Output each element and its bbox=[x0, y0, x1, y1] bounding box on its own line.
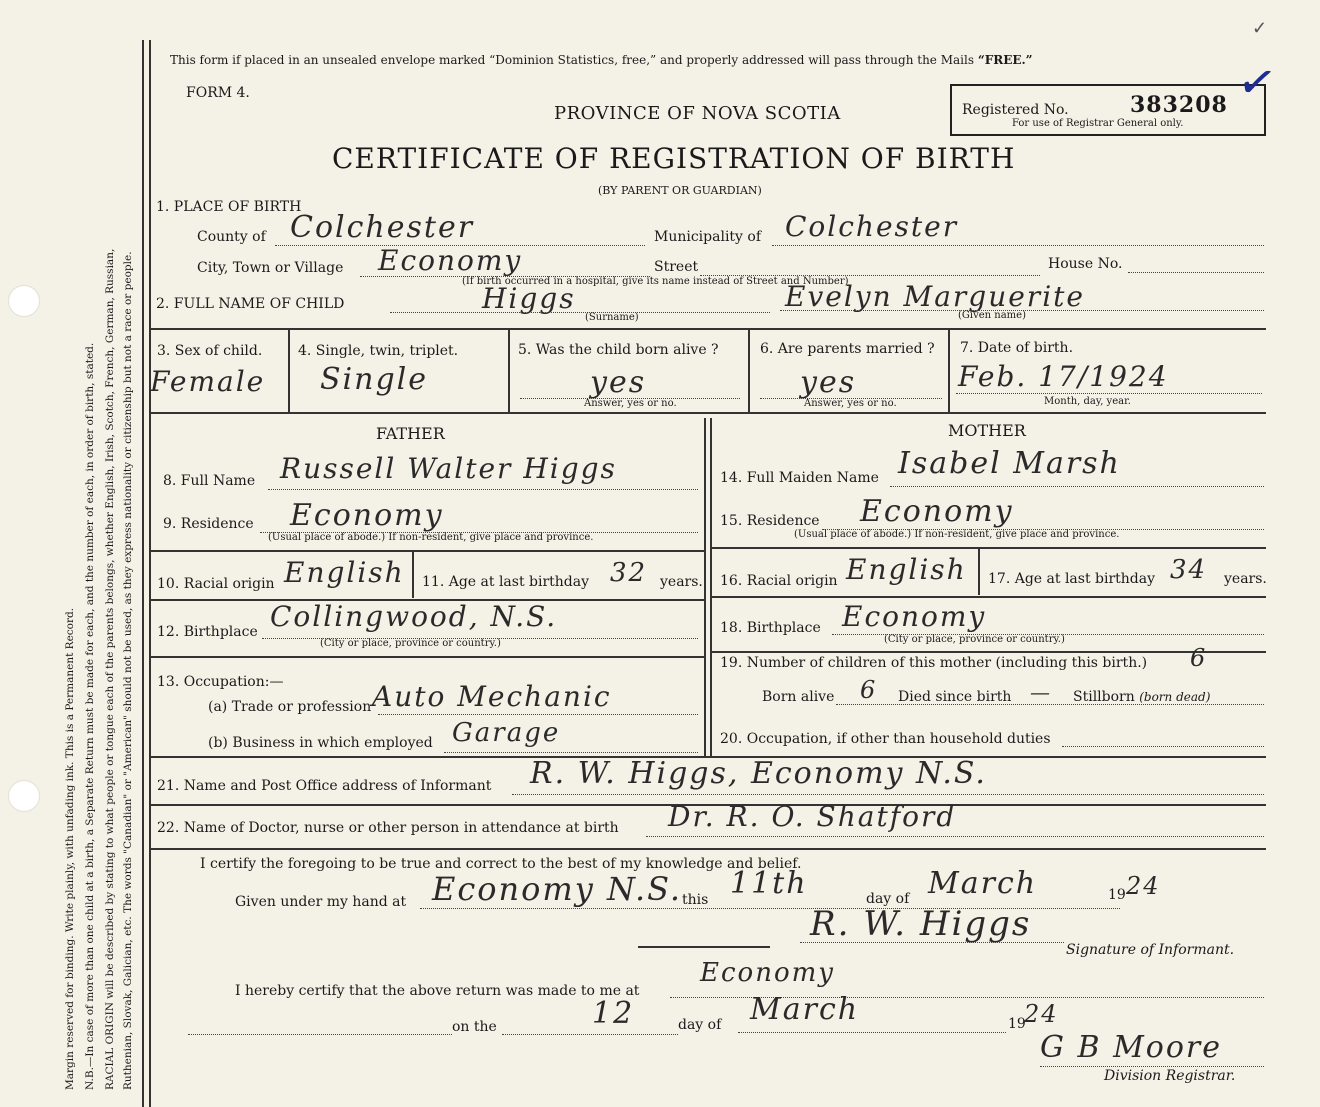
mother-birthplace-caption: (City or place, province or country.) bbox=[884, 634, 1065, 645]
registrar-caption: Division Registrar. bbox=[1104, 1068, 1236, 1084]
father-trade-value: Auto Mechanic bbox=[372, 680, 612, 713]
mother-rule-2 bbox=[711, 596, 1266, 598]
doctor-value: Dr. R. O. Shatford bbox=[668, 800, 957, 833]
father-business-value: Garage bbox=[452, 718, 561, 748]
margin-line-1: Margin reserved for binding. Write plainly, with unfading ink. This is a Permanent Record. bbox=[64, 607, 76, 1090]
mother-racial-divider bbox=[978, 549, 980, 595]
father-racial-divider bbox=[412, 552, 414, 598]
father-residence-caption: (Usual place of abode.) If non-resident, give place and province. bbox=[268, 532, 594, 543]
col-divider-2 bbox=[508, 328, 510, 412]
father-years: years. bbox=[660, 574, 703, 590]
short-rule bbox=[638, 946, 770, 948]
child-name-label: 2. FULL NAME OF CHILD bbox=[156, 296, 345, 312]
municipality-label: Municipality of bbox=[654, 229, 762, 245]
registrar-signature: G B Moore bbox=[1040, 1030, 1223, 1065]
margin-line-2: N.B.—In case of more than one child at a birth, a Separate Return must be made for each, and the number of each, in order of birth, stated. bbox=[84, 342, 96, 1090]
registrar-month-value: March bbox=[750, 992, 860, 1027]
city-label: City, Town or Village bbox=[197, 260, 344, 276]
mother-occupation-label: 20. Occupation, if other than household duties bbox=[720, 731, 1051, 747]
informant-value: R. W. Higgs, Economy N.S. bbox=[530, 756, 987, 791]
father-name-value: Russell Walter Higgs bbox=[280, 452, 617, 485]
surname-line bbox=[390, 312, 770, 313]
mother-children-label: 19. Number of children of this mother (including this birth.) bbox=[720, 655, 1148, 671]
binding-hole-bottom bbox=[8, 780, 40, 812]
mother-residence-label: 15. Residence bbox=[720, 513, 820, 529]
stillborn-text: Stillborn bbox=[1073, 689, 1135, 705]
born-alive-count-value: 6 bbox=[860, 676, 878, 704]
father-birthplace-caption: (City or place, province or country.) bbox=[320, 638, 501, 649]
col-divider-3 bbox=[748, 328, 750, 412]
year-prefix: 19 bbox=[1108, 887, 1126, 903]
stillborn-label bbox=[1073, 689, 1210, 705]
born-alive-label: 5. Was the child born alive ? bbox=[518, 342, 719, 358]
registrar-signature-line bbox=[1040, 1066, 1264, 1067]
children-line bbox=[836, 704, 1264, 705]
registered-number: 383208 bbox=[1130, 92, 1228, 118]
certification-statement: I certify the foregoing to be true and correct to the best of my knowledge and belief. bbox=[200, 856, 802, 872]
binding-hole-top bbox=[8, 285, 40, 317]
street-label: Street bbox=[654, 259, 699, 275]
col-divider-4 bbox=[948, 328, 950, 412]
doctor-line bbox=[646, 836, 1264, 837]
surname-caption: (Surname) bbox=[585, 312, 639, 323]
margin-line-4: Ruthenian, Slovak, Galician, etc. The words "Canadian" or "American" should not be used, as they express nationality or citizenship but not a race or people. bbox=[122, 251, 134, 1090]
father-rule-1 bbox=[150, 550, 704, 552]
sex-value: Female bbox=[150, 365, 266, 398]
dob-label: 7. Date of birth. bbox=[960, 340, 1074, 356]
died-label: Died since birth bbox=[898, 689, 1012, 705]
form-number: FORM 4. bbox=[186, 85, 250, 101]
father-occupation-label: 13. Occupation:— bbox=[157, 674, 284, 690]
father-name-line bbox=[268, 489, 698, 490]
stillborn-caption: (born dead) bbox=[1139, 690, 1211, 704]
municipality-value: Colchester bbox=[785, 210, 959, 243]
plurality-value: Single bbox=[320, 362, 429, 397]
certificate-title: CERTIFICATE OF REGISTRATION OF BIRTH bbox=[332, 142, 1016, 175]
this-label: this bbox=[682, 892, 709, 908]
given-place-value: Economy N.S. bbox=[432, 870, 683, 908]
registrar-year-value: 24 bbox=[1024, 1000, 1059, 1028]
registrar-place-value: Economy bbox=[700, 958, 835, 988]
informant-label: 21. Name and Post Office address of Informant bbox=[157, 778, 492, 794]
registrar-leader-line bbox=[188, 1034, 452, 1035]
mother-residence-value: Economy bbox=[860, 494, 1014, 529]
mother-children-value: 6 bbox=[1190, 644, 1208, 672]
mother-name-line bbox=[890, 486, 1264, 487]
checkmark-icon: ✓ bbox=[1233, 52, 1281, 112]
day-of-label: day of bbox=[866, 891, 910, 907]
father-name-label: 8. Full Name bbox=[163, 473, 256, 489]
father-racial-label: 10. Racial origin bbox=[157, 576, 275, 592]
mail-notice-free: “FREE.” bbox=[977, 53, 1033, 67]
father-trade-line bbox=[378, 714, 698, 715]
registrar-statement: I hereby certify that the above return was made to me at bbox=[235, 983, 640, 999]
child-given-value: Evelyn Marguerite bbox=[785, 280, 1085, 313]
county-value: Colchester bbox=[290, 210, 475, 245]
frame-left-line-inner bbox=[149, 40, 151, 1107]
margin-instructions bbox=[62, 40, 140, 1090]
frame-left-line bbox=[142, 40, 144, 1107]
rule-after-row bbox=[150, 412, 1266, 414]
child-surname-value: Higgs bbox=[482, 282, 576, 315]
mother-rule-3 bbox=[711, 651, 1266, 653]
mother-birthplace-label: 18. Birthplace bbox=[720, 620, 821, 636]
mother-name-label: 14. Full Maiden Name bbox=[720, 470, 879, 486]
mother-heading: MOTHER bbox=[948, 421, 1026, 440]
municipality-line bbox=[772, 245, 1264, 246]
hospital-note: (If birth occurred in a hospital, give its name instead of Street and Number) bbox=[462, 276, 849, 287]
registered-label: Registered No. bbox=[962, 102, 1069, 118]
margin-line-3: RACIAL ORIGIN will be described by stating to what people or tongue each of the parents belongs, whether English, Irish, Scotch, French, German, Russian, bbox=[104, 248, 116, 1090]
dob-caption: Month, day, year. bbox=[1044, 396, 1131, 407]
father-residence-value: Economy bbox=[290, 498, 444, 533]
month-value: March bbox=[928, 866, 1038, 901]
father-birthplace-label: 12. Birthplace bbox=[157, 624, 258, 640]
corner-checkmark-icon: ✓ bbox=[1252, 18, 1268, 39]
registrar-day-value: 12 bbox=[592, 996, 635, 1031]
born-alive-count-label: Born alive bbox=[762, 689, 835, 705]
sex-label: 3. Sex of child. bbox=[157, 343, 263, 359]
signature-line bbox=[800, 942, 1064, 943]
parent-divider bbox=[704, 418, 706, 756]
rule-after-name bbox=[150, 328, 1266, 330]
given-under-hand-label: Given under my hand at bbox=[235, 894, 407, 910]
father-rule-3 bbox=[150, 656, 704, 658]
father-trade-label: (a) Trade or profession bbox=[208, 699, 372, 715]
registrar-month-line bbox=[738, 1032, 1006, 1033]
plurality-label: 4. Single, twin, triplet. bbox=[298, 343, 459, 359]
place-of-birth-label: 1. PLACE OF BIRTH bbox=[156, 199, 302, 215]
city-value: Economy bbox=[378, 244, 523, 277]
mother-racial-value: English bbox=[846, 553, 967, 586]
mother-occupation-line bbox=[1062, 746, 1264, 747]
mother-age-value: 34 bbox=[1170, 555, 1208, 585]
father-age-value: 32 bbox=[610, 558, 648, 588]
mother-rule-1 bbox=[711, 547, 1266, 549]
mail-notice bbox=[170, 53, 1033, 67]
mother-name-value: Isabel Marsh bbox=[898, 446, 1121, 481]
father-age-label: 11. Age at last birthday bbox=[422, 574, 590, 590]
mother-age-label: 17. Age at last birthday bbox=[988, 571, 1156, 587]
married-label: 6. Are parents married ? bbox=[760, 341, 935, 357]
father-business-line bbox=[444, 752, 698, 753]
county-label: County of bbox=[197, 229, 266, 245]
father-business-label: (b) Business in which employed bbox=[208, 735, 433, 751]
given-caption: (Given name) bbox=[958, 310, 1026, 321]
parent-divider-2 bbox=[710, 418, 712, 756]
dob-line bbox=[956, 393, 1262, 394]
mother-years: years. bbox=[1224, 571, 1267, 587]
married-value: yes bbox=[800, 365, 857, 400]
registrar-year-prefix: 19 bbox=[1008, 1016, 1026, 1032]
house-line bbox=[1128, 272, 1264, 273]
registrar-day-line bbox=[502, 1034, 678, 1035]
father-residence-label: 9. Residence bbox=[163, 516, 254, 532]
father-heading: FATHER bbox=[376, 424, 445, 443]
mother-residence-caption: (Usual place of abode.) If non-resident, give place and province. bbox=[794, 529, 1120, 540]
died-value: — bbox=[1030, 680, 1052, 704]
father-racial-value: English bbox=[284, 556, 405, 589]
certificate-subtitle: (BY PARENT OR GUARDIAN) bbox=[598, 184, 762, 197]
informant-signature: R. W. Higgs bbox=[810, 904, 1032, 944]
married-caption: Answer, yes or no. bbox=[804, 398, 897, 409]
col-divider-1 bbox=[288, 328, 290, 412]
registrar-day-of-label: day of bbox=[678, 1017, 722, 1033]
rule-after-doctor bbox=[150, 848, 1266, 850]
alive-caption: Answer, yes or no. bbox=[584, 398, 677, 409]
year-value: 24 bbox=[1126, 872, 1161, 900]
father-birthplace-value: Collingwood, N.S. bbox=[270, 600, 558, 633]
mail-notice-text: This form if placed in an unsealed envelope marked “Dominion Statistics, free,” and properly addressed will pass through the Mails bbox=[170, 53, 978, 67]
mother-birthplace-value: Economy bbox=[842, 600, 987, 633]
day-value: 11th bbox=[730, 866, 808, 901]
dob-value: Feb. 17/1924 bbox=[958, 360, 1169, 393]
province-heading: PROVINCE OF NOVA SCOTIA bbox=[554, 103, 841, 124]
born-alive-value: yes bbox=[590, 365, 647, 400]
signature-caption: Signature of Informant. bbox=[1066, 942, 1235, 958]
informant-line bbox=[512, 794, 1264, 795]
registered-note: For use of Registrar General only. bbox=[1012, 118, 1184, 129]
doctor-label: 22. Name of Doctor, nurse or other person in attendance at birth bbox=[157, 820, 619, 836]
on-the-label: on the bbox=[452, 1019, 497, 1035]
house-number-label: House No. bbox=[1048, 256, 1123, 272]
mother-racial-label: 16. Racial origin bbox=[720, 573, 838, 589]
